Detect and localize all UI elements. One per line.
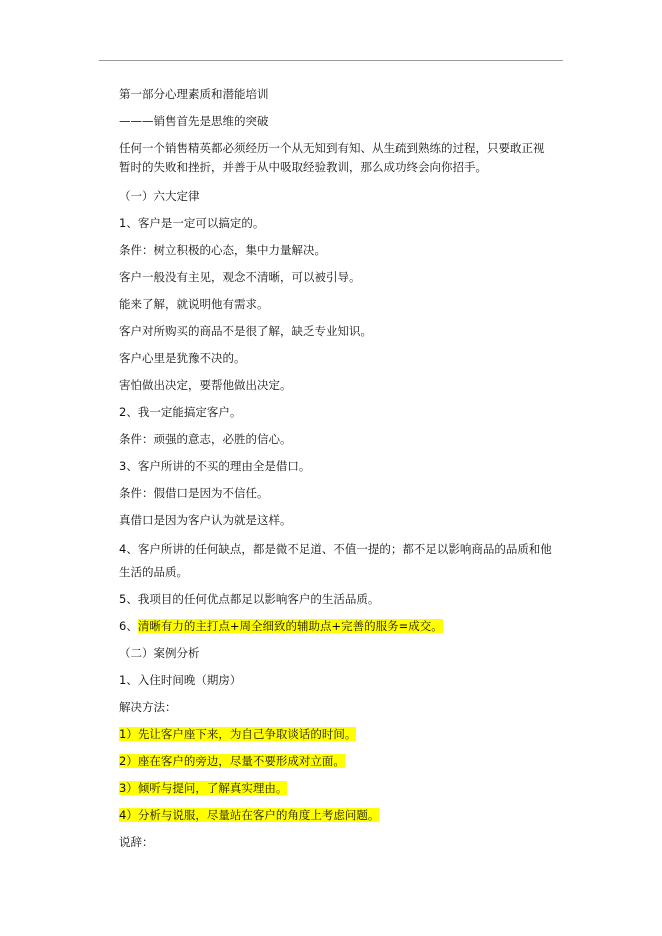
paragraph: 客户心里是犹豫不决的。 bbox=[119, 351, 246, 365]
item5: 5、我项目的任何优点都足以影响客户的生活品质。 bbox=[119, 592, 380, 606]
solution-item: 4）分析与说服，尽量站在客户的角度上考虑问题。 bbox=[119, 808, 380, 822]
subtitle: ———销售首先是思维的突破 bbox=[119, 114, 269, 128]
solution-item: 2）座在客户的旁边，尽量不要形成对立面。 bbox=[119, 754, 345, 768]
item6-highlight: 清晰有力的主打点+周全细致的辅助点+完善的服务=成交。 bbox=[137, 619, 443, 633]
paragraph: 条件：树立积极的心态，集中力量解决。 bbox=[119, 243, 326, 257]
paragraph: 客户对所购买的商品不是很了解，缺乏专业知识。 bbox=[119, 324, 372, 338]
part1-heading: （一）六大定律 bbox=[119, 189, 200, 203]
solution-label: 解决方法： bbox=[119, 700, 177, 714]
solution-item: 1）先让客户座下来，为自己争取谈话的时间。 bbox=[119, 727, 357, 741]
item6-prefix: 6、 bbox=[119, 619, 138, 633]
paragraph: 条件：顽强的意志，必胜的信心。 bbox=[119, 432, 292, 446]
part2-heading: （二）案例分析 bbox=[119, 646, 200, 660]
header-rule bbox=[99, 60, 563, 61]
closing-label: 说辞： bbox=[119, 835, 154, 849]
case1-title: 1、入住时间晚（期房） bbox=[119, 673, 242, 687]
paragraph: 2、我一定能搞定客户。 bbox=[119, 405, 242, 419]
paragraph: 真借口是因为客户认为就是这样。 bbox=[119, 513, 292, 527]
paragraph: 客户一般没有主见，观念不清晰，可以被引导。 bbox=[119, 270, 361, 284]
solution-item: 3）倾听与提问，了解真实理由。 bbox=[119, 781, 288, 795]
intro-line-1: 任何一个销售精英都必须经历一个从无知到有知、从生疏到熟练的过程，只要敢正视 bbox=[119, 141, 545, 155]
item4-line-1: 4、客户所讲的任何缺点，都是微不足道、不值一提的；都不足以影响商品的品质和他 bbox=[119, 542, 552, 556]
item4-line-2: 生活的品质。 bbox=[119, 565, 188, 579]
item6 bbox=[119, 618, 443, 635]
paragraph: 条件：假借口是因为不信任。 bbox=[119, 486, 269, 500]
paragraph: 3、客户所讲的不买的理由全是借口。 bbox=[119, 459, 311, 473]
paragraph: 害怕做出决定，要帮他做出决定。 bbox=[119, 378, 292, 392]
paragraph: 1、客户是一定可以搞定的。 bbox=[119, 216, 265, 230]
section-title: 第一部分心理素质和潜能培训 bbox=[119, 87, 269, 101]
paragraph: 能来了解，就说明他有需求。 bbox=[119, 297, 269, 311]
intro-line-2: 暂时的失败和挫折，并善于从中吸取经验教训，那么成功终会向你招手。 bbox=[119, 160, 487, 174]
